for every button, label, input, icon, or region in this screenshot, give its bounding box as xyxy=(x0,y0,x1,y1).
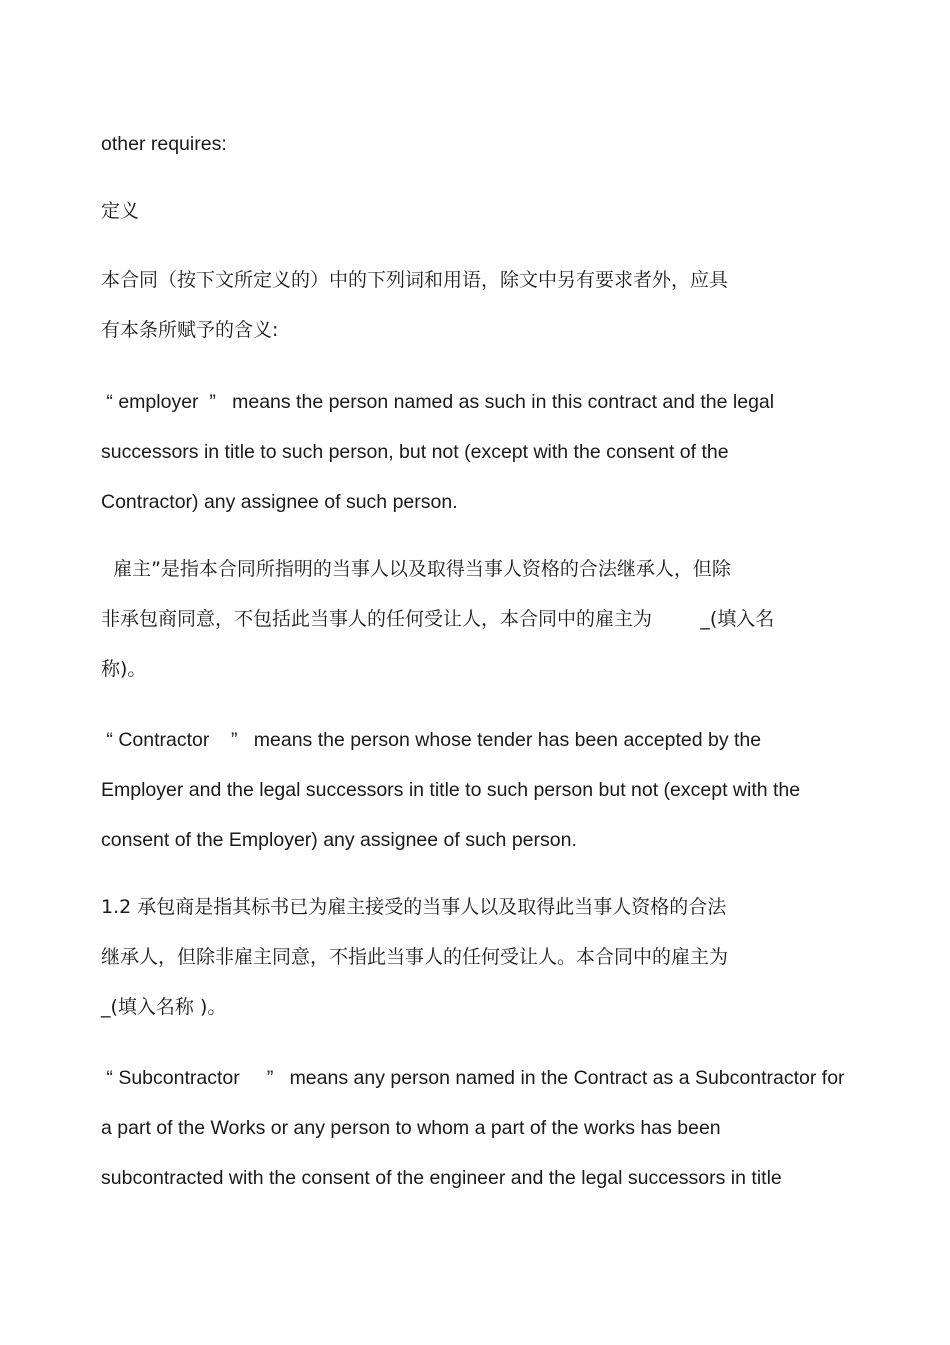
text-line-employer-cn-1: 雇主”是指本合同所指明的当事人以及取得当事人资格的合法继承人，但除 xyxy=(101,558,731,580)
text-line-contractor-def-2: Employer and the legal successors in title to such person but not (except with the xyxy=(101,779,801,801)
text-line-definition-intro-cn-1: 本合同（按下文所定义的）中的下列词和用语，除文中另有要求者外，应具 xyxy=(101,269,729,291)
text-line-employer-cn-2: 非承包商同意，不包括此当事人的任何受让人，本合同中的雇主为 _(填入名 xyxy=(101,608,775,630)
text-line-contractor-cn-3: _(填入名称 )。 xyxy=(101,996,227,1018)
text-line-contractor-cn-1: 1.2 承包商是指其标书已为雇主接受的当事人以及取得此当事人资格的合法 xyxy=(101,896,727,918)
text-line-contractor-def-3: consent of the Employer) any assignee of such person. xyxy=(101,829,577,851)
text-line-employer-def-1: “ employer ” means the person named as such in this contract and the legal xyxy=(101,391,775,413)
text-line-contractor-def-1: “ Contractor ” means the person whose tender has been accepted by the xyxy=(101,729,762,751)
text-line-other-requires: other requires: xyxy=(101,133,227,155)
text-line-employer-def-3: Contractor) any assignee of such person. xyxy=(101,491,458,513)
text-line-subcontractor-def-2: a part of the Works or any person to whom a part of the works has been xyxy=(101,1117,721,1139)
text-line-subcontractor-def-1: “ Subcontractor ” means any person named in the Contract as a Subcontractor for xyxy=(101,1067,845,1089)
text-line-contractor-cn-2: 继承人，但除非雇主同意，不指此当事人的任何受让人。本合同中的雇主为 xyxy=(101,946,729,968)
heading-definitions-cn: 定义 xyxy=(101,200,140,222)
text-line-employer-cn-3: 称)。 xyxy=(101,658,147,680)
text-line-definition-intro-cn-2: 有本条所赋予的含义: xyxy=(101,319,279,341)
text-line-employer-def-2: successors in title to such person, but not (except with the consent of the xyxy=(101,441,729,463)
text-line-subcontractor-def-3: subcontracted with the consent of the engineer and the legal successors in title xyxy=(101,1167,782,1189)
